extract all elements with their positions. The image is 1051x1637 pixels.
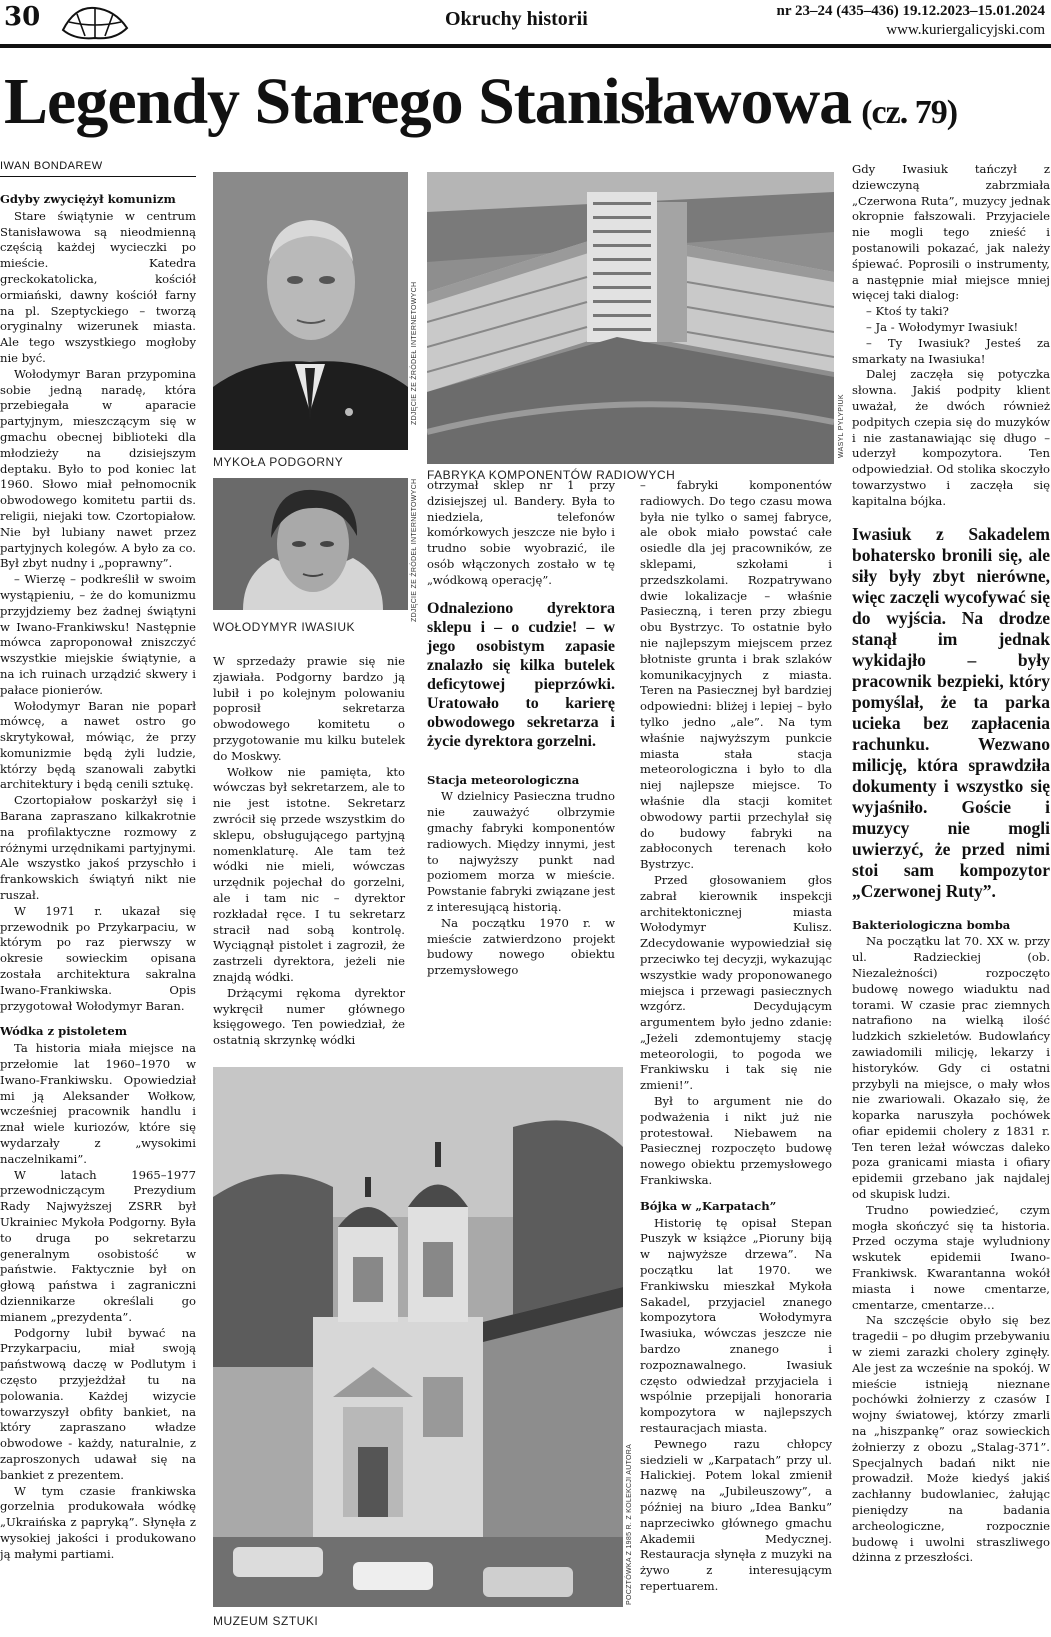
paragraph: Pewnego razu chłopcy siedzieli w „Karpatach” przy ul. Halickiej. Potem lokal zmienił nazwę na „Jubileuszowy”, a później na biuro „Idea Banku” naprzeciwko głównego gmachu Akademii Medycznej. Restauracja słynęła z muzyki na żywo z interesującym repertuarem. <box>640 1436 832 1593</box>
column-4 <box>640 478 832 1595</box>
paragraph: Na początku lat 70. XX w. przy ul. Radzieckiej (ob. Niezależności) rozpoczęto budowę nowego wiaduktu nad torami. W czasie prac ziemnych natrafiono na wielką ilość ludzkich szkieletów. Budowlańcy zawiadomili milicję, lekarzy i historyków. Gdy ci ostatni przybyli na miejsce, o mały włos nie zwariowali. Okazało się, że koparka naruszyła pochówek ofiar epidemii cholery z 1831 r. Ten teren leżał wówczas daleko poza granicami miasta i ofiary epidemii grzebano jak najdalej od skupisk ludzi. <box>852 934 1050 1202</box>
paragraph: Historię tę opisał Stepan Puszyk w książce „Pioruny biją w najwyższe drzewa”. Na początku lat 1970. we Frankiwsku mieszkał Mykoła Sakadel, przyjaciel znanego kompozytora Wołodymyra Iwasiuka, wówczas jeszcze nie bardzo znanego i rozpoznawalnego. Iwasiuk często odwiedzał przyjaciela i wspólnie przepijali honoraria kompozytora w najlepszych restauracjach miasta. <box>640 1215 832 1436</box>
photo-credit: ZDJĘCIE ZE ŹRÓDEŁ INTERNETOWYCH <box>411 478 418 622</box>
pull-quote: Iwasiuk z Sakadelem bohatersko bronili się, ale siły były zbyt nierówne, więc zaczęli wycofywać się do wyjścia. Na drodze stanął im jednak wykidajło – były pracownik bezpieki, który pomyślał, że ta parka ucieka bez zapłacenia rachunku. Wezwano milicję, która sprawdziła dokumenty i wszystko się wyjaśniło. Goście i muzycy nie mogli uwierzyć, że przed nimi stoi sam kompozytor „Czerwonej Ruty”. <box>852 523 1050 901</box>
paragraph: Na szczęście obyło się bez tragedii – po długim przebywaniu w ziemi zarazki cholery zginęły. Ale jest za wcześnie na spokój. W mieście istnieją nieznane pochówki żołnierzy z czasów I wojny światowej, którzy zmarli na „hiszpankę” oraz sowieckich żołnierzy z obozu „Stalag-371”. Specjalnych badań nikt nie prowadził. Może kiedyś jakiś zachłanny budowlaniec, żałując pieniędzy na badania archeologiczne, rozpocznie budowę i uwolni straszliwego dżinna z przeszłości. <box>852 1313 1050 1565</box>
header-rule <box>0 44 1051 48</box>
subheading: Bójka w „Karpatach” <box>640 1198 777 1213</box>
column-5 <box>852 162 1050 1566</box>
factory-photo <box>427 172 834 464</box>
paragraph: – Wierzę – podkreślił w swoim wystąpieniu, – że do komunizmu przyjdziemy bez żadnej świątyni w Iwano-Frankiwsku! Następnie mówca zaproponował zniszczyć wszystkie miejskie świątynie, a na ich ruinach urządzić skwery i pałace pionierów. <box>0 572 196 697</box>
article-title <box>4 62 957 153</box>
paragraph: Wołodymyr Baran przypomina sobie jedną naradę, która przebiegała w aparacie partyjnym, mieszczącym się w gmachu obecnej biblioteki dla młodzieży na dzisiejszym deptaku. Było to pod koniec lat 1960. Słowo miał pełnomocnik obwodowego komitetu partii ds. religii, niejaki tow. Czortopiałow. Nie był lubiany nawet przez partyjnych kolegów. A było za co. Był zbyt nudny i „poprawny”. <box>0 366 196 571</box>
paragraph: Dalej zaczęła się potyczka słowna. Jakiś podpity klient uważał, że dwóch również podpitych czepia się do muzyków i nie zastanawiając się długo – uderzył kompozytora. Ten odpowiedział. Od stolika skoczyło towarzystwo i zaczęła się kapitalna bójka. <box>852 367 1050 508</box>
subheading: Gdyby zwyciężył komunizm <box>0 192 176 206</box>
paragraph: Był to argument nie do podważenia i nikt już nie protestował. Niebawem na Pasiecznej rozpoczęto budowę nowego obiektu przemysłowego Frankiwska. <box>640 1094 832 1188</box>
photo-credit: WASYL PYLYPIUK <box>838 394 845 458</box>
iwasiuk-photo <box>213 478 408 610</box>
photo-caption: MYKOŁA PODGORNY <box>213 455 344 469</box>
subheading: Wódka z pistoletem <box>0 1024 128 1039</box>
column-1 <box>0 192 196 1563</box>
photo-caption: WOŁODYMYR IWASIUK <box>213 620 356 634</box>
paragraph: Trudno powiedzieć, czym mogła skończyć się ta historia. Przed oczyma staje wyludniony wskutek epidemii Iwano-Frankiwsk. Kwarantanna wokół miasta i nowe cmentarze, cmentarze, cmentarze… <box>852 1202 1050 1312</box>
paragraph: otrzymał sklep nr 1 przy dzisiejszej ul. Bandery. Była to niedziela, telefonów komórkowych jeszcze nie było i trudno sobie wyobrazić, ile osób włączonych zostało w tę „wódkową operację”. <box>427 478 615 587</box>
paragraph: Przed głosowaniem głos zabrał kierownik inspekcji architektonicznej miasta Wołodymyr Kulisz. Zdecydowanie wypowiedział się przeciwko tej decyzji, wykazując wszystkie wady proponowanego miejsca i przewagi pasiecznych wzgórz. Decydującym argumentem było jedno zdanie: „Jeżeli zdemontujemy stację meteorologii, to pogoda we Frankiwsku i tak się nie zmieni!”. <box>640 872 832 1093</box>
paragraph: W 1971 r. ukazał się przewodnik po Przykarpaciu, w którym po raz pierwszy w okresie sowieckim opisana została architektura sakralna Iwano-Frankiwska. Opis przygotował Wołodymyr Baran. <box>0 903 196 1013</box>
paragraph: W dzielnicy Pasieczna trudno nie zauważyć olbrzymie gmachy fabryki komponentów radiowych. Między innymi, jest to najwyższy punkt nad poziomem morza w mieście. Powstanie fabryki związane jest z interesującą historią. <box>427 789 615 914</box>
article-part: (cz. 79) <box>861 94 958 131</box>
paragraph: Czortopiałow poskarżył się i Barana zapraszano kilkakrotnie na profilaktyczne rozmowy z różnymi urzędnikami partyjnymi. Ale wszystko jakoś przyschło i frankowskich świątyń nikt nie ruszał. <box>0 793 196 903</box>
dialog-line: – Ty Iwasiuk? Jesteś za smarkaty na Iwasiuka! <box>852 335 1050 366</box>
paragraph: – fabryki komponentów radiowych. Do tego czasu mowa była nie tylko o samej fabryce, ale obok miało powstać całe osiedle dla jej pracowników, ze sklepami, szkołami i przedszkolami. Rozpatrywano dwie lokalizacje – właśnie Pasieczną, i teren przy zbiegu obu Bystrzyc. To ostatnie było nie najlepszym miejscem przez błotniste grunta i brak szlaków komunikacyjnych z miasta. Teren na Pasiecznej był bardziej odpowiedni: bliżej i lepiej – było tylko jedno „ale”. Na tym właśnie najwyższym punkcie miasta stała stacja meteorologiczna i było to dla niej najlepsze miejsce. To właśnie dla stacji komitet obwodowy partii przechylał się do budowy fabryki na zabłoconych terenach koło Bystrzyc. <box>640 478 832 872</box>
author-rule <box>0 176 196 177</box>
paragraph: Wołodymyr Baran nie poparł mówcę, a nawet ostro go skrytykował, mówiąc, że przy komunizmie będą żyli ludzie, którzy będą szanowali zabytki architektury i będą cenili sztukę. <box>0 698 196 792</box>
article-title-text: Legendy Starego Stanisławowa <box>4 65 852 138</box>
paragraph: W latach 1965–1977 przewodniczącym Prezydium Rady Najwyższej ZSRR był Ukrainiec Mykoła Podgorny. Była to druga po sekretarzu generalnym osobistość w państwie. Faktycznie był on głową państwa i zagraniczni dziennikarze określali go mianem „prezydenta”. <box>0 1167 196 1324</box>
section-logo-icon <box>55 0 135 44</box>
museum-photo <box>213 1067 623 1607</box>
dialog-line: – Ja - Wołodymyr Iwasiuk! <box>866 319 1019 334</box>
podgorny-photo <box>213 172 408 450</box>
article-author: IWAN BONDAREW <box>0 160 103 172</box>
issue-info <box>777 2 1045 40</box>
paragraph: W sprzedaży prawie się nie zjawiała. Podgorny bardzo ją lubił i po kolejnym polowaniu poprosił sekretarza obwodowego komitetu o przygotowanie mu kilku butelek do Moskwy. <box>213 654 405 763</box>
paragraph: Na początku 1970 r. w mieście zatwierdzono projekt budowy nowego obiektu przemysłowego <box>427 915 615 978</box>
section-title: Okruchy historii <box>445 8 588 30</box>
page-number: 30 <box>4 2 41 32</box>
dialog-line: – Ktoś ty taki? <box>866 304 949 319</box>
paragraph: Wołkow nie pamięta, kto wówczas był sekretarzem, ale to nie jest istotne. Sekretarz zwrócił się przede wszystkim do sklepu, obsługującego partyjną nomenklaturę. Ale tam też wódki nie mieli, wówczas urzędnik pojechał do gorzelni, ale i tam nic – dyrektor rozkładał ręce. I tu sekretarz stracił nad sobą kontrolę. Wyciągnął pistolet i zagroził, że zastrzeli dyrektora, jeżeli nie znajdą wódki. <box>213 764 405 984</box>
paragraph: Drżącymi rękoma dyrektor wykręcił numer głównego księgowego. Ten powiedział, że ostatnią skrzynkę wódki <box>213 985 405 1048</box>
paragraph: Gdy Iwasiuk tańczył z dziewczyną zabrzmiała „Czerwona Ruta”, muzycy jednak okropnie fałszowali. Przyjaciele nie mogli tego znieść i postanowili pokazać, jak należy śpiewać. Poprosili o instrumenty, a następnie miał miejsce mniej więcej taki dialog: <box>852 162 1050 303</box>
paragraph: Ta historia miała miejsce na przełomie lat 1960–1970 w Iwano-Frankiwsku. Opowiedział mi ją Aleksander Wołkow, wcześniej pracownik handlu i znał wiele kuriozów, które się wydarzały z „wysokimi naczelnikami”. <box>0 1041 196 1166</box>
issue-number: nr 23–24 (435–436) 19.12.2023–15.01.2024 <box>776 3 1045 19</box>
paragraph: W tym czasie frankiwska gorzelnia produkowała wódkę „Ukraińska z papryką”. Słynęła z wysokiej jakości i produkowano ją małymi partiami. <box>0 1483 196 1561</box>
website-link[interactable]: www.kuriergalicyjski.com <box>886 22 1045 38</box>
column-3 <box>427 478 615 979</box>
column-2 <box>213 654 405 1049</box>
paragraph: Podgorny lubił bywać na Przykarpaciu, miał swoją państwową daczę w Podlutym i często przyjeżdżał tu na polowania. Każdej wizycie towarzyszył obfity bankiet, na który zapraszano władze obwodowe - każdy, naturalnie, z zaproszonych udawał się na bankiet z prezentem. <box>0 1325 196 1482</box>
subheading: Bakteriologiczna bomba <box>852 917 1011 932</box>
pull-quote: Odnaleziono dyrektora sklepu i – o cudzie! – w jego osobistym zapasie znalazło się kilka butelek deficytowej pieprzówki. Uratowało to karierę obwodowego sekretarza i życie dyrektora gorzelni. <box>427 599 615 750</box>
photo-credit: POCZTÓWKA Z 1985 R. Z KOLEKCJI AUTORA <box>626 1443 633 1605</box>
photo-caption: MUZEUM SZTUKI <box>213 1614 319 1628</box>
paragraph: Stare świątynie w centrum Stanisławowa są nieodmienną częścią każdej wycieczki po mieście. Katedra greckokatolicka, kościół ormiański, dawny kościół farny na pl. Szeptyckiego – tworzą oryginalny wizerunek miasta. Ale tego wszystkiego mogłoby nie być. <box>0 208 196 365</box>
subheading: Stacja meteorologiczna <box>427 772 580 787</box>
photo-caption: FABRYKA KOMPONENTÓW RADIOWYCH <box>427 468 676 482</box>
photo-credit: ZDJĘCIE ZE ŹRÓDEŁ INTERNETOWYCH <box>411 281 418 425</box>
